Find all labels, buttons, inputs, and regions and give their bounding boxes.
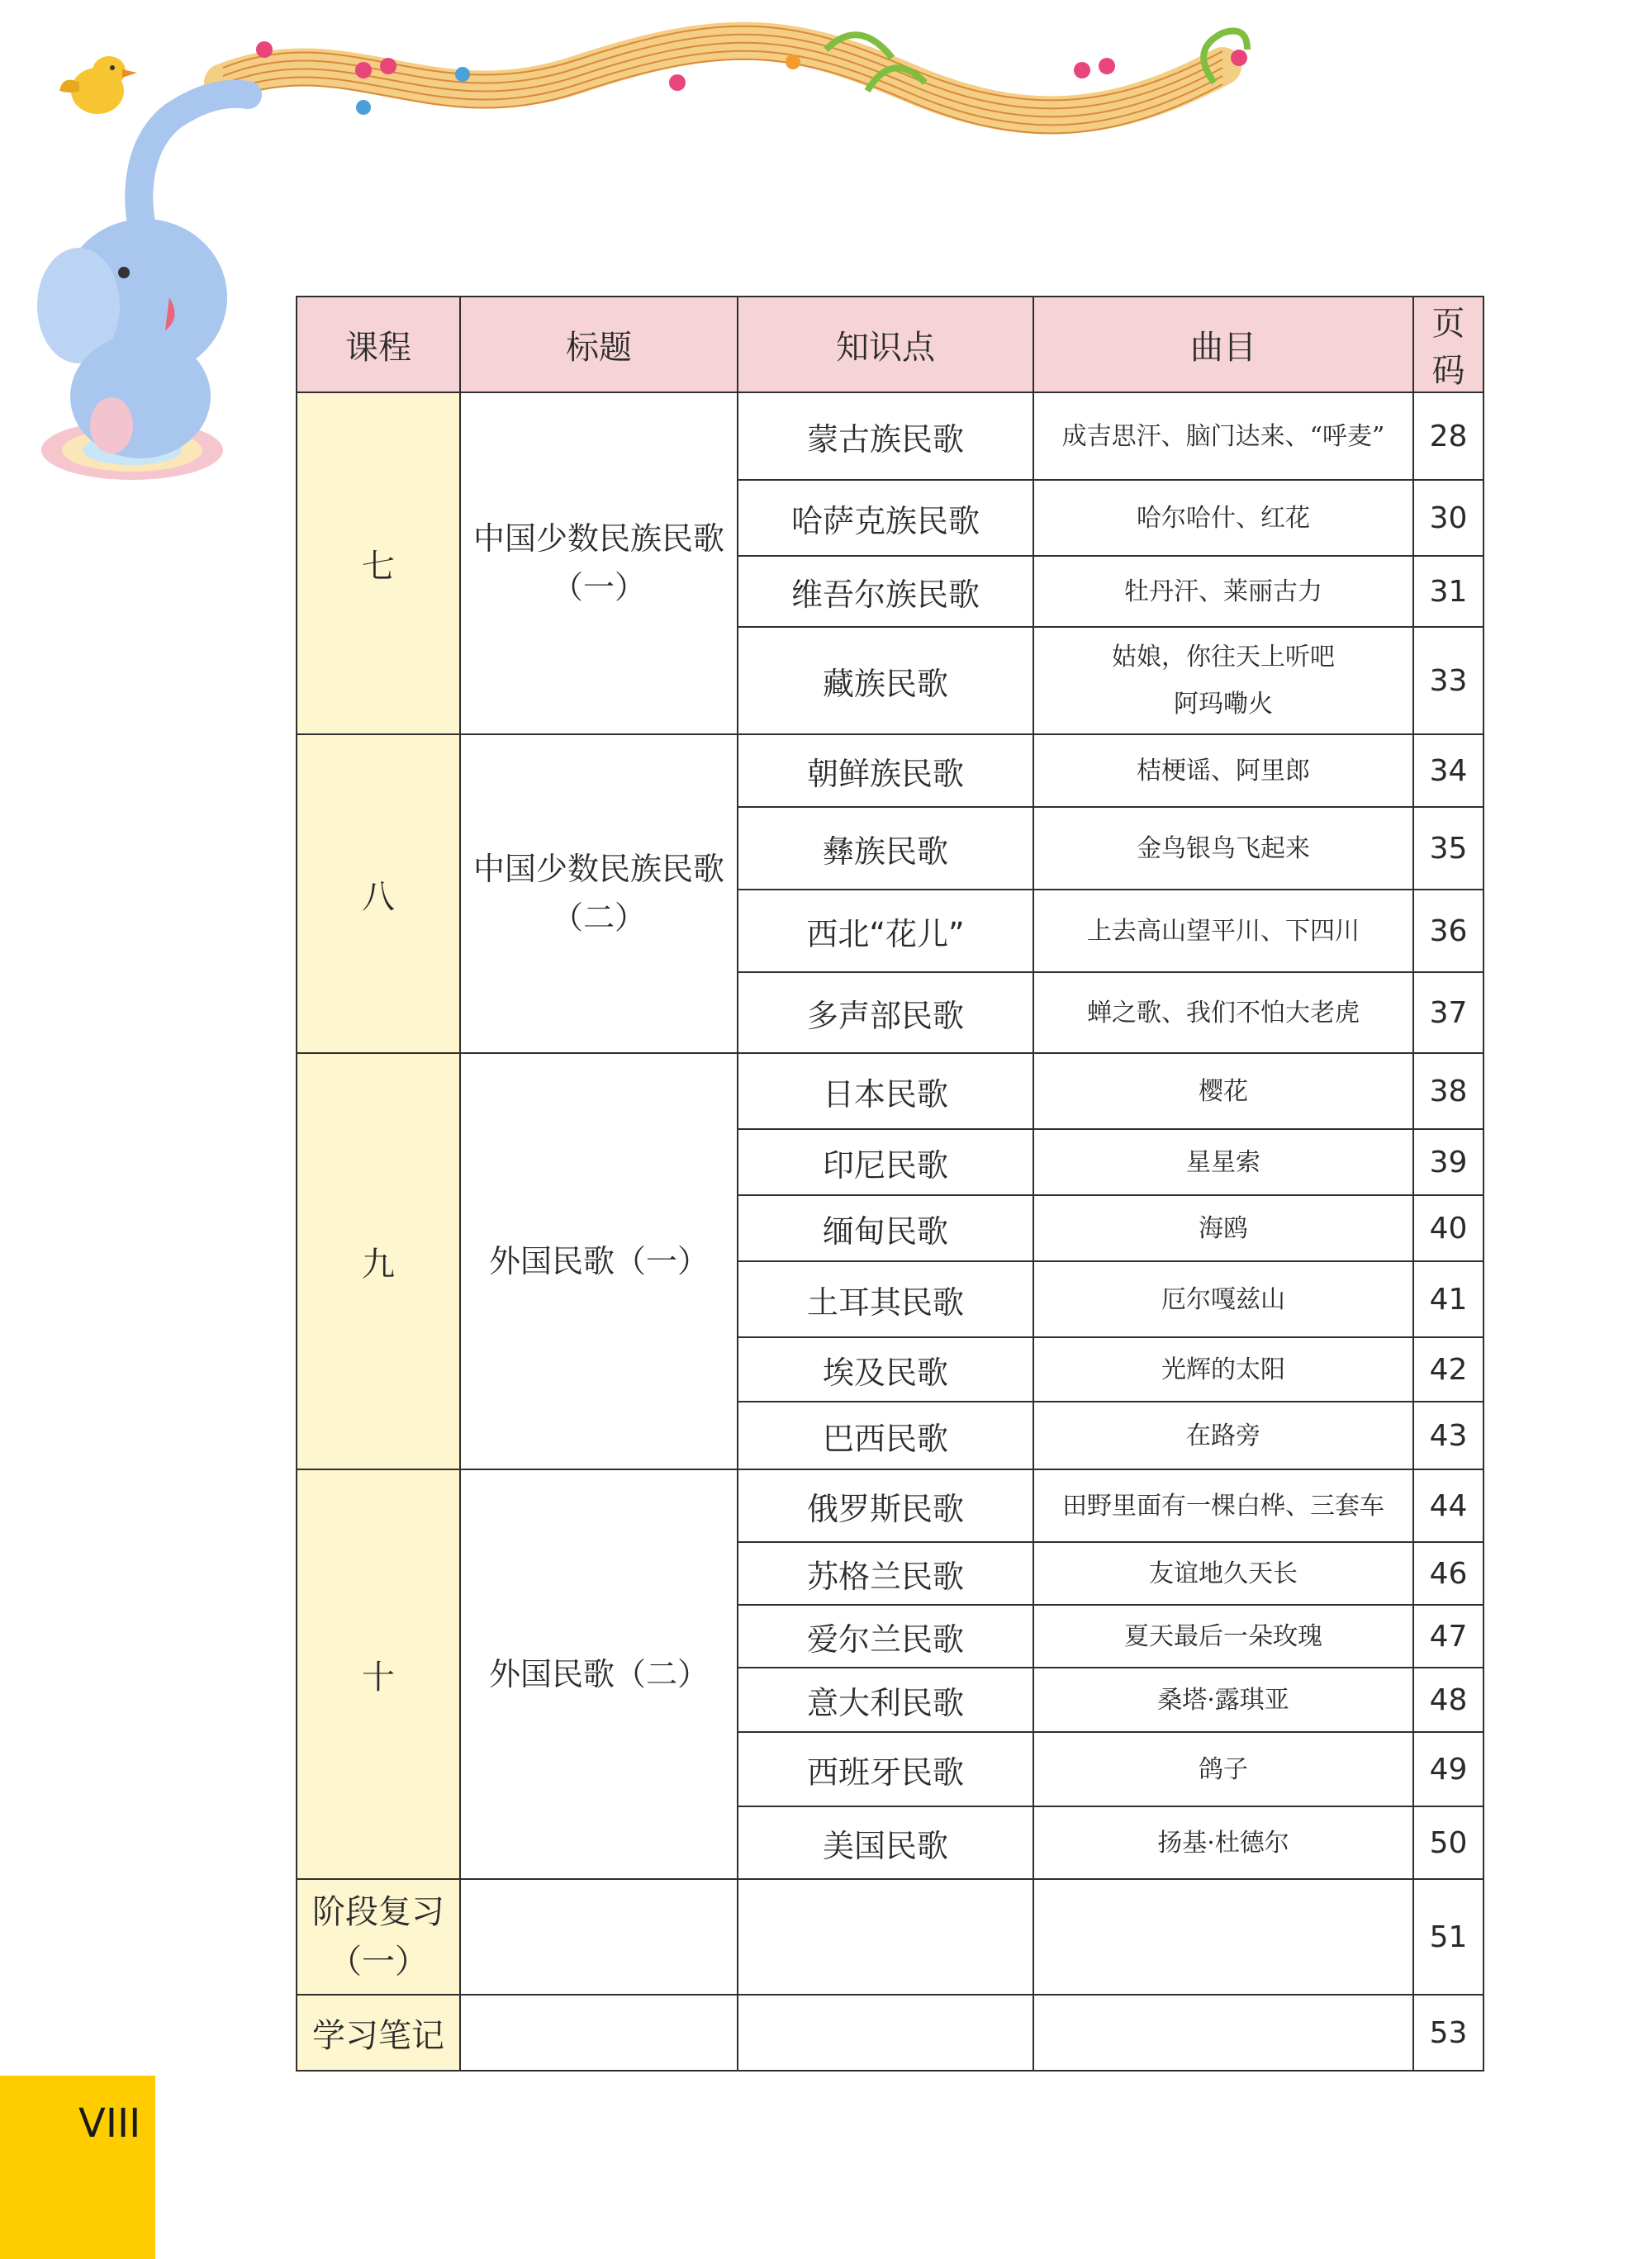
empty-cell xyxy=(460,1995,738,2071)
page-number-tab xyxy=(0,2076,155,2259)
lesson-title: 外国民歌（一） xyxy=(460,1053,738,1469)
music-staff-ribbon-icon xyxy=(223,26,1247,134)
table-row xyxy=(297,1469,1483,1542)
page-link[interactable]: 31 xyxy=(1413,556,1483,627)
songs-cell: 光辉的太阳 xyxy=(1033,1337,1413,1402)
table-row xyxy=(297,392,1483,480)
songs-cell: 夏天最后一朵玫瑰 xyxy=(1033,1605,1413,1668)
table-row xyxy=(297,1879,1483,1995)
page-link[interactable]: 49 xyxy=(1413,1732,1483,1806)
topic-cell: 彝族民歌 xyxy=(738,807,1033,890)
page-link[interactable]: 42 xyxy=(1413,1337,1483,1402)
page-number: VIII xyxy=(78,2100,141,2147)
table-row xyxy=(297,1995,1483,2071)
songs-cell: 星星索 xyxy=(1033,1129,1413,1195)
page-link[interactable]: 38 xyxy=(1413,1053,1483,1129)
page-link[interactable]: 28 xyxy=(1413,392,1483,480)
songs-cell: 海鸥 xyxy=(1033,1195,1413,1261)
header-row xyxy=(297,297,1483,392)
page-link[interactable]: 53 xyxy=(1413,1995,1483,2071)
songs-cell: 厄尔嘎兹山 xyxy=(1033,1261,1413,1337)
songs-cell: 牡丹汗、莱丽古力 xyxy=(1033,556,1413,627)
songs-cell: 上去高山望平川、下四川 xyxy=(1033,890,1413,972)
header-page: 页码 xyxy=(1413,297,1483,392)
page-link[interactable]: 30 xyxy=(1413,480,1483,556)
header-topic: 知识点 xyxy=(738,297,1033,392)
page-link[interactable]: 46 xyxy=(1413,1542,1483,1605)
header-songs: 曲目 xyxy=(1033,297,1413,392)
page-link[interactable]: 47 xyxy=(1413,1605,1483,1668)
table-row xyxy=(297,1053,1483,1129)
table-of-contents xyxy=(296,296,1484,2072)
topic-cell: 西班牙民歌 xyxy=(738,1732,1033,1806)
lesson-title: 外国民歌（二） xyxy=(460,1469,738,1879)
songs-cell: 友谊地久天长 xyxy=(1033,1542,1413,1605)
songs-cell: 扬基·杜德尔 xyxy=(1033,1806,1413,1879)
empty-cell xyxy=(738,1995,1033,2071)
topic-cell: 哈萨克族民歌 xyxy=(738,480,1033,556)
topic-cell: 意大利民歌 xyxy=(738,1668,1033,1732)
page-link[interactable]: 44 xyxy=(1413,1469,1483,1542)
empty-cell xyxy=(738,1879,1033,1995)
page-link[interactable]: 50 xyxy=(1413,1806,1483,1879)
review-label: 阶段复习 （一） xyxy=(297,1879,460,1995)
table-row xyxy=(297,734,1483,807)
page-link[interactable]: 36 xyxy=(1413,890,1483,972)
topic-cell: 苏格兰民歌 xyxy=(738,1542,1033,1605)
topic-cell: 西北“花儿” xyxy=(738,890,1033,972)
topic-cell: 蒙古族民歌 xyxy=(738,392,1033,480)
page-link[interactable]: 51 xyxy=(1413,1879,1483,1995)
songs-cell: 桑塔·露琪亚 xyxy=(1033,1668,1413,1732)
topic-cell: 埃及民歌 xyxy=(738,1337,1033,1402)
page-link[interactable]: 34 xyxy=(1413,734,1483,807)
elephant-icon xyxy=(37,94,248,480)
page-link[interactable]: 39 xyxy=(1413,1129,1483,1195)
header-title: 标题 xyxy=(460,297,738,392)
page-link[interactable]: 43 xyxy=(1413,1402,1483,1469)
topic-cell: 土耳其民歌 xyxy=(738,1261,1033,1337)
notes-label: 学习笔记 xyxy=(297,1995,460,2071)
lesson-number: 七 xyxy=(297,392,460,734)
lesson-number: 十 xyxy=(297,1469,460,1879)
topic-cell: 爱尔兰民歌 xyxy=(738,1605,1033,1668)
songs-cell: 哈尔哈什、红花 xyxy=(1033,480,1413,556)
songs-cell: 在路旁 xyxy=(1033,1402,1413,1469)
page-link[interactable]: 40 xyxy=(1413,1195,1483,1261)
songs-cell: 姑娘，你往天上听吧 阿玛嘞火 xyxy=(1033,627,1413,734)
bird-icon xyxy=(59,56,137,114)
page-link[interactable]: 48 xyxy=(1413,1668,1483,1732)
topic-cell: 藏族民歌 xyxy=(738,627,1033,734)
songs-cell: 樱花 xyxy=(1033,1053,1413,1129)
lesson-number: 八 xyxy=(297,734,460,1053)
topic-cell: 维吾尔族民歌 xyxy=(738,556,1033,627)
lesson-number: 九 xyxy=(297,1053,460,1469)
songs-cell: 成吉思汗、脑门达来、“呼麦” xyxy=(1033,392,1413,480)
songs-cell: 鸽子 xyxy=(1033,1732,1413,1806)
topic-cell: 俄罗斯民歌 xyxy=(738,1469,1033,1542)
songs-cell: 金鸟银鸟飞起来 xyxy=(1033,807,1413,890)
empty-cell xyxy=(1033,1995,1413,2071)
lesson-title: 中国少数民族民歌 （二） xyxy=(460,734,738,1053)
songs-cell: 田野里面有一棵白桦、三套车 xyxy=(1033,1469,1413,1542)
header-lesson: 课程 xyxy=(297,297,460,392)
topic-cell: 巴西民歌 xyxy=(738,1402,1033,1469)
page-link[interactable]: 37 xyxy=(1413,972,1483,1053)
page-link[interactable]: 35 xyxy=(1413,807,1483,890)
lesson-title: 中国少数民族民歌 （一） xyxy=(460,392,738,734)
topic-cell: 美国民歌 xyxy=(738,1806,1033,1879)
songs-cell: 桔梗谣、阿里郎 xyxy=(1033,734,1413,807)
topic-cell: 日本民歌 xyxy=(738,1053,1033,1129)
topic-cell: 印尼民歌 xyxy=(738,1129,1033,1195)
songs-cell: 蝉之歌、我们不怕大老虎 xyxy=(1033,972,1413,1053)
topic-cell: 多声部民歌 xyxy=(738,972,1033,1053)
empty-cell xyxy=(460,1879,738,1995)
page-link[interactable]: 33 xyxy=(1413,627,1483,734)
empty-cell xyxy=(1033,1879,1413,1995)
topic-cell: 缅甸民歌 xyxy=(738,1195,1033,1261)
page-link[interactable]: 41 xyxy=(1413,1261,1483,1337)
topic-cell: 朝鲜族民歌 xyxy=(738,734,1033,807)
